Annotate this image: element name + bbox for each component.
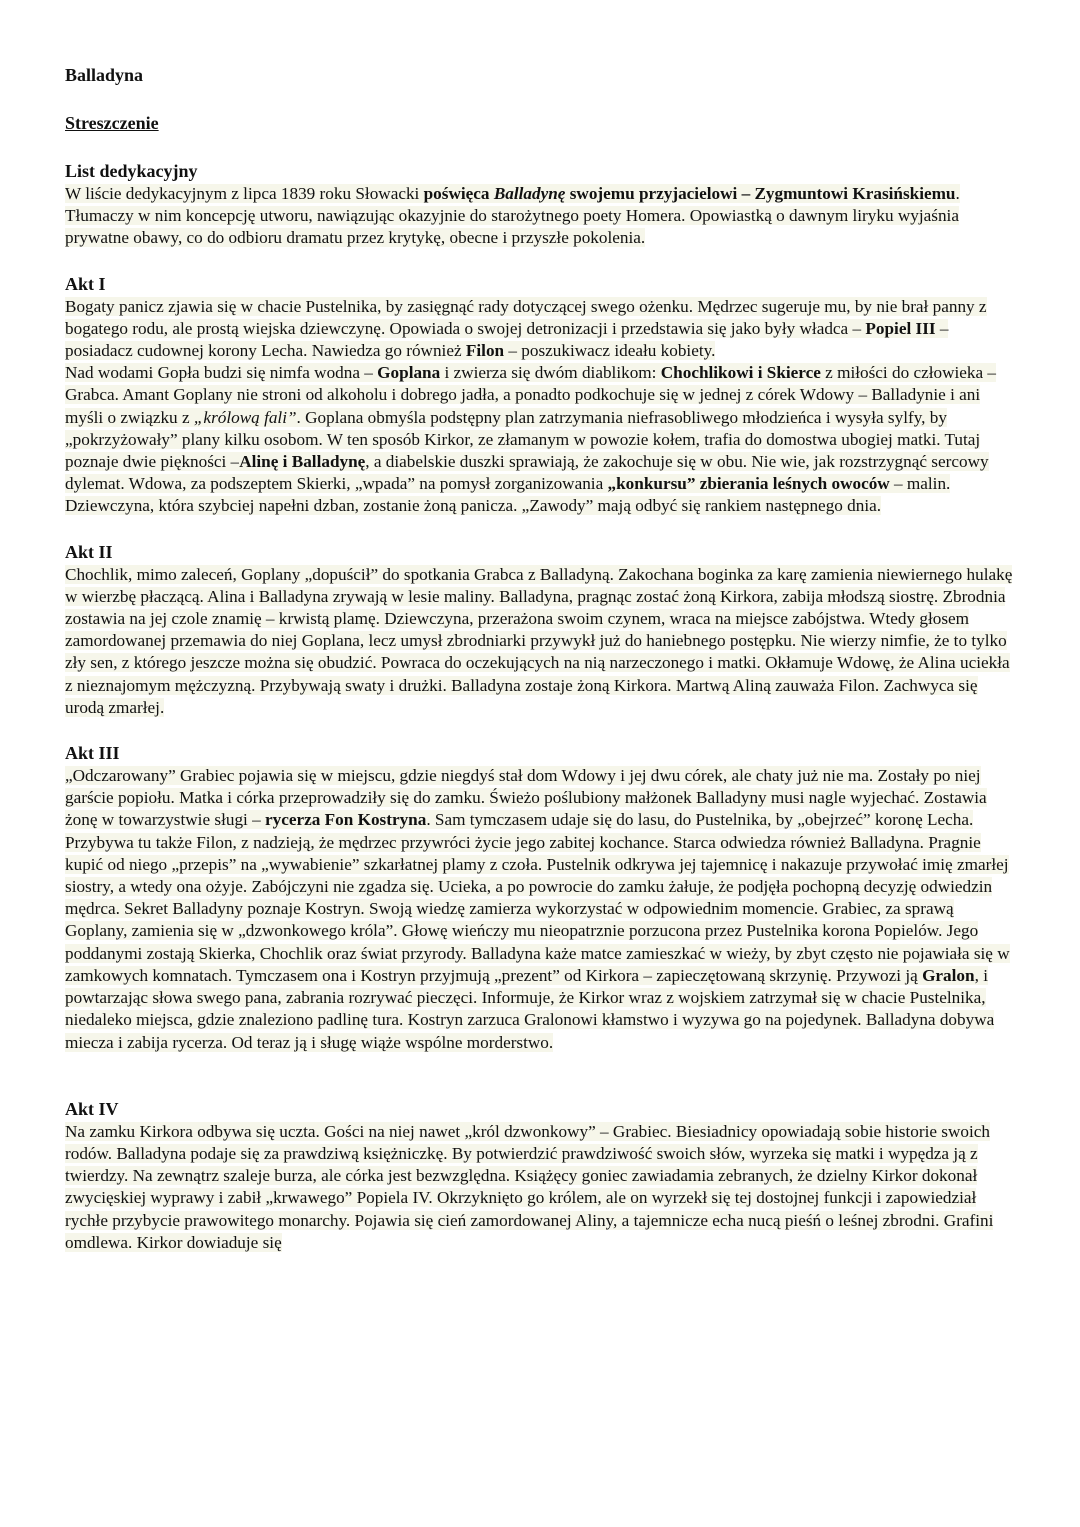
text-run: , i powtarzając słowa swego pana, zabrania rozrywać pieczęci. Informuje, że Kirkor wraz z wojskiem zatrzymał się w chacie Pustelnika, niedaleko miejsca, gdzie znaleziono padlinę tura. Kostryn zarzuca Gralonowi kłamstwo i wyzywa go na pojedynek. Balladyna dobywa miecza i zabija rycerza. Od teraz ją i sługę wiąże wspólne morderstwo.: [65, 965, 995, 1052]
document-subtitle: Streszczenie: [65, 113, 159, 133]
text-run: Chochlik, mimo zaleceń, Goplany „dopuścił” do spotkania Grabca z Balladyną. Zakochana boginka za karę zamienia niewiernego hulakę w wierzbę płaczącą. Alina i Balladyna zrywają w lesie maliny. Balladyna, pragnąc zostać żoną Kirkora, zabija młodszą siostrę. Zbrodnia zostawia na jej czole znamię – krwistą plamę. Dziewczyna, przerażona swoim czynem, wraca na miejsce zabójstwa. Wtedy głosem zamordowanej przemawia do niej Goplana, lecz umysł zbrodniarki przywykł już do haniebnego postępku. Nie wierzy nimfie, że to tylko zły sen, z którego jeszcze można się obudzić. Powraca do oczekujących na nią narzeczonego i matki. Okłamuje Wdowę, że Alina uciekła z nieznajomym mężczyzną. Przybywają swaty i drużki. Balladyna zostaje żoną Kirkora. Martwą Aliną zauważa Filon. Zachwyca się urodą zmarłej.: [65, 564, 1013, 717]
section-akt-4: [65, 1098, 1018, 1254]
section-akt-1: [65, 273, 1018, 518]
emphasized-text: Gralon: [922, 965, 975, 985]
section-list-dedykacyjny: [65, 160, 1018, 250]
section-paragraph: [65, 362, 1018, 517]
section-akt-3: [65, 742, 1018, 1054]
section-paragraph: [65, 1121, 1018, 1254]
text-run: , a diabelskie duszki sprawiają, że zakochuje się w obu. Nie wie, jak rozstrzygnąć sercowy dylemat. Wdowa, za podszeptem Skierki, „wpada” na pomysł zorganizowania: [65, 452, 989, 494]
text-run: W liście dedykacyjnym z lipca 1839 roku Słowacki: [65, 184, 424, 203]
text-run: „Odczarowany” Grabiec pojawia się w miejscu, gdzie niegdyś stał dom Wdowy i jej dwu córek, ale chaty już nie ma. Zostały po niej garście popiołu. Matka i córka przeprowadziły się do zamku. Świeżo poślubiony małżonek Balladyny musi nagle wyjechać. Zostawia żonę w towarzystwie sługi –: [65, 766, 987, 830]
section-heading: List dedykacyjny: [65, 161, 198, 181]
section-heading: Akt III: [65, 743, 120, 764]
text-run: z miłości do człowieka – Grabca. Amant Goplany nie stroni od alkoholu i dobrego jadła, a ponadto podkochuje się w jednej z córek Wdowy – Balladynie i ani myśli o związku z: [65, 363, 997, 427]
emphasized-text: poświęca: [423, 184, 494, 203]
emphasized-text: rycerza Fon Kostryna: [265, 810, 427, 830]
section-heading: Akt IV: [65, 1098, 119, 1119]
emphasized-text: Alinę i Balladynę: [239, 452, 366, 472]
section-paragraph: [65, 564, 1018, 719]
text-run: – posiadacz cudownej korony Lecha. Nawiedza go również: [65, 318, 949, 361]
section-paragraph: [65, 765, 1018, 1054]
emphasized-text: „królową fali”: [193, 407, 297, 427]
text-run: – malin. Dziewczyna, która szybciej napełni dzban, zostanie żoną panicza. „Zawody” mają odbyć się rankiem następnego dnia.: [65, 474, 951, 516]
section-akt-2: [65, 541, 1018, 719]
text-run: Nad wodami Gopła budzi się nimfa wodna –: [65, 363, 378, 383]
emphasized-text: swojemu przyjacielowi – Zygmuntowi Krasińskiemu: [565, 184, 956, 203]
emphasized-text: Goplana: [377, 363, 441, 383]
text-run: . Goplana obmyśla podstępny plan zatrzymania niefrasobliwego młodzieńca i wysyła sylfy, by „pokrzyżowały” plany kilku osobom. W ten sposób Kirkor, ze złamanym w powozie kołem, trafia do domostwa ubogiej matki. Tutaj poznaje dwie piękności –: [65, 407, 981, 472]
emphasized-text: Filon: [465, 341, 505, 361]
text-run: . Sam tymczasem udaje się do lasu, do Pustelnika, by „obejrzeć” koronę Lecha. Przybywa tu także Filon, z nadzieją, że mędrzec przywróci życie jego zabitej kochance. Starca odwiedza również Balladyna. Pragnie kupić od niego „przepis” na „wywabienie” szkarłatnej plamy z czoła. Pustelnik odkrywa jej tajemnicę i nakazuje przywołać imię zmarłej siostry, a wtedy ona ożyje. Zabójczyni nie zgadza się. Ucieka, a po powrocie do zamku żałuje, że podjęła pochopną decyzję odwiedzin mędrca. Sekret Balladyny poznaje Kostryn. Swoją wiedzę zamierza wykorzystać w odpowiednim momencie. Grabiec, za sprawą Goplany, zamienia się w „dzwonkowego króla”. Głowę wieńczy mu nieopatrznie porzucona przez Pustelnika korona Popielów. Jego poddanymi zostają Skierka, Chochlik oraz świat przyrody. Balladyna każe matce zamieszkać w wieży, by zbyt często nie pojawiała się w zamkowych komnatach. Tymczasem ona i Kostryn przyjmują „prezent” od Kirkora – zapieczętowaną skrzynię. Przywozi ją: [65, 810, 1010, 985]
emphasized-text: Popiel III: [865, 318, 936, 338]
emphasized-text: Balladynę: [493, 184, 566, 203]
text-run: Na zamku Kirkora odbywa się uczta. Gości na niej nawet „król dzwonkowy” – Grabiec. Biesiadnicy opowiadają sobie historie swoich rodów. Balladyna podaje się za prawdziwą księżniczkę. By potwierdzić prawdziwość swoich słów, wyrzeka się matki i wypędza ją z twierdzy. Na zewnątrz szaleje burza, ale córka jest bezwzględna. Książęcy goniec zawiadamia zebranych, że dzielny Kirkor dokonał zwycięskiej wyprawy i zabił „krwawego” Popiela IV. Okrzyknięto go królem, ale on wyrzekł się tej dostojnej funkcji i zapowiedział rychłe przybycie prawowitego monarchy. Pojawia się cień zamordowanej Aliny, a tajemnicze echa nucą pieśń o leśnej zbrodni. Grafini omdlewa. Kirkor dowiaduje się: [65, 1121, 994, 1252]
text-run: Bogaty panicz zjawia się w chacie Pustelnika, by zasięgnąć rady dotyczącej swego ożenku. Mędrzec sugeruje mu, by nie brał panny z bogatego rodu, ale prostą wiejska dziewczynę. Opowiada o swojej detronizacji i przedstawia się jako były władca –: [65, 296, 987, 338]
document-title: Balladyna: [65, 65, 144, 85]
emphasized-text: Chochlikowi i Skierce: [660, 363, 821, 383]
text-run: . Tłumaczy w nim koncepcję utworu, nawiązując okazyjnie do starożytnego poety Homera. Opowiastką o dawnym liryku wyjaśnia prywatne obawy, co do odbioru dramatu przez krytykę, obecne i przyszłe pokolenia.: [65, 184, 960, 248]
section-paragraph: [65, 296, 1018, 363]
emphasized-text: „konkursu” zbierania leśnych owoców: [607, 474, 890, 494]
text-run: i zwierza się dwóm diablikom:: [440, 363, 661, 383]
section-heading: Akt I: [65, 273, 106, 294]
section-paragraph: [65, 183, 1018, 250]
section-heading: Akt II: [65, 541, 113, 562]
text-run: – poszukiwacz ideału kobiety.: [504, 341, 716, 361]
